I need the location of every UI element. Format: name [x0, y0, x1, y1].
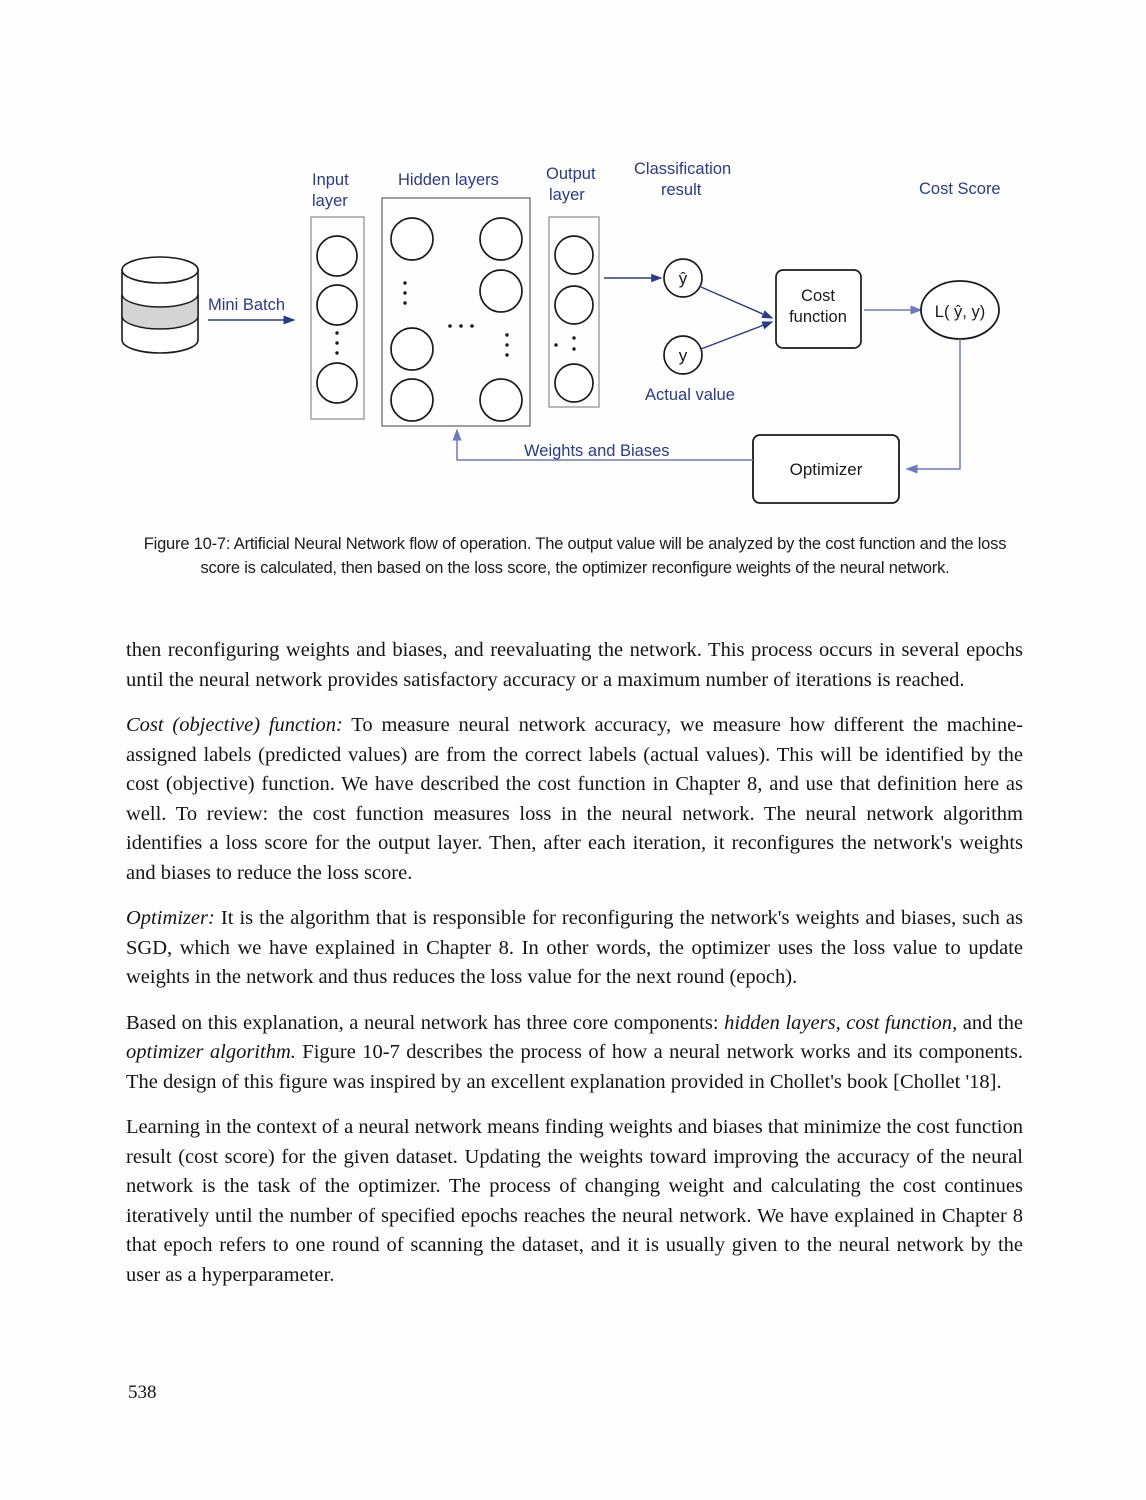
- paragraph-3: [126, 904, 1023, 993]
- paragraph-4-emphasis-1: hidden layers, cost function: [724, 1011, 953, 1034]
- hidden-neuron: [480, 218, 522, 260]
- predicted-value-node: [664, 259, 702, 297]
- mini-batch-label: Mini Batch: [208, 296, 286, 314]
- hidden-layers-label: Hidden layers: [398, 171, 499, 189]
- hidden-col2-ellipsis: [505, 333, 508, 356]
- hidden-layers-ellipsis: [448, 324, 474, 328]
- output-neuron: [555, 364, 593, 402]
- hidden-layers-group: [382, 198, 530, 426]
- database-cylinder-icon: [122, 257, 198, 353]
- hidden-neuron: [391, 379, 433, 421]
- output-layer-label-line1: Output: [546, 165, 596, 183]
- page-number: 538: [128, 1382, 157, 1403]
- figure-caption: Figure 10-7: Artificial Neural Network flow of operation. The output value will be analyzed by the cost function and the loss score is calculated, then based on the loss score, the optimizer reconfigure weights of the neural network.: [143, 535, 1007, 577]
- paragraph-2-rest: To measure neural network accuracy, we measure how different the machine-assigned labels (predicted values) are from the correct labels (actual values). This will be identified by the cost (objective) function. We have described the cost function in Chapter 8, and use that definition here as well. To review: the cost function measures loss in the neural network. The neural network algorithm identifies a loss score for the output layer. Then, after each iteration, it reconfigures the network's weights and biases to reduce the loss score.: [126, 714, 1023, 884]
- predicted-value-text: ŷ: [678, 269, 688, 288]
- input-layer-label-line1: Input: [312, 171, 349, 189]
- input-neuron: [317, 285, 357, 325]
- hidden-neuron: [391, 218, 433, 260]
- neural-network-diagram: [0, 130, 1146, 520]
- input-layer-group: [311, 217, 364, 419]
- optimizer-label: Optimizer: [789, 460, 863, 479]
- classification-result-label-line2: result: [661, 181, 702, 199]
- paragraph-2-lead: Cost (objective) function:: [126, 714, 343, 736]
- paragraph-4-part-b: , and the: [952, 1011, 1023, 1034]
- cost-function-label-line1: Cost: [801, 287, 835, 305]
- paragraph-4-part-a: Based on this explanation, a neural network has three core components:: [126, 1011, 725, 1034]
- actual-value-text: y: [678, 346, 688, 365]
- cost-score-node: [921, 281, 999, 339]
- output-layer-ellipsis: [554, 336, 575, 350]
- hidden-neuron: [391, 328, 433, 370]
- paragraph-5: Learning in the context of a neural network means finding weights and biases that minimize the cost function result (cost score) for the given dataset. Updating the weights toward improving the accuracy of the neural network is the task of the optimizer. The process of changing weight and calculating the cost continues iteratively until the number of specified epochs reaches the neural network. We have explained in Chapter 8 that epoch refers to one round of scanning the dataset, and it is usually given to the neural network by the user as a hyperparameter.: [126, 1116, 1023, 1286]
- classification-result-label-line1: Classification: [634, 160, 732, 178]
- output-layer-label-line2: layer: [549, 186, 585, 204]
- cost-score-label: Cost Score: [919, 180, 1001, 198]
- actual-value-label: Actual value: [645, 386, 735, 404]
- cost-score-value: L( ŷ, y): [934, 303, 986, 321]
- paragraph-2: [126, 711, 1023, 888]
- paragraph-3-lead: Optimizer:: [126, 907, 215, 929]
- prediction-to-cost-arrow: [701, 287, 772, 318]
- actual-to-cost-arrow: [701, 322, 772, 349]
- input-neuron: [317, 236, 357, 276]
- optimizer-box: [753, 435, 899, 503]
- output-neuron: [555, 236, 593, 274]
- paragraph-4: [126, 1009, 1023, 1098]
- input-neuron: [317, 363, 357, 403]
- input-layer-ellipsis: [335, 331, 338, 354]
- paragraph-4-emphasis-2: optimizer algorithm.: [126, 1041, 296, 1063]
- output-layer-group: [549, 217, 599, 407]
- paragraph-1: then reconfiguring weights and biases, and reevaluating the network. This process occurs in several epochs until the neural network provides satisfactory accuracy or a maximum number of iterations is reached.: [126, 639, 1023, 691]
- body-text-column: [126, 636, 1023, 1290]
- paragraph-4-part-c: Figure 10-7 describes the process of how a neural network works and its components. The design of this figure was inspired by an excellent explanation provided in Chollet's book [Chollet '18].: [126, 1041, 1023, 1093]
- output-neuron: [555, 286, 593, 324]
- hidden-col1-ellipsis: [403, 281, 406, 304]
- figure-10-7: [0, 130, 1146, 520]
- score-to-optimizer-arrow: [907, 339, 960, 469]
- input-layer-label-line2: layer: [312, 192, 348, 210]
- weights-and-biases-label: Weights and Biases: [524, 442, 670, 460]
- actual-value-node: [664, 336, 702, 374]
- cost-function-label-line2: function: [789, 308, 847, 326]
- hidden-neuron: [480, 270, 522, 312]
- hidden-neuron: [480, 379, 522, 421]
- paragraph-3-rest: It is the algorithm that is responsible for reconfiguring the network's weights and biases, such as SGD, which we have explained in Chapter 8. In other words, the optimizer uses the loss value to update weights in the network and thus reduces the loss value for the next round (epoch).: [126, 907, 1023, 988]
- cost-function-box: [776, 270, 861, 348]
